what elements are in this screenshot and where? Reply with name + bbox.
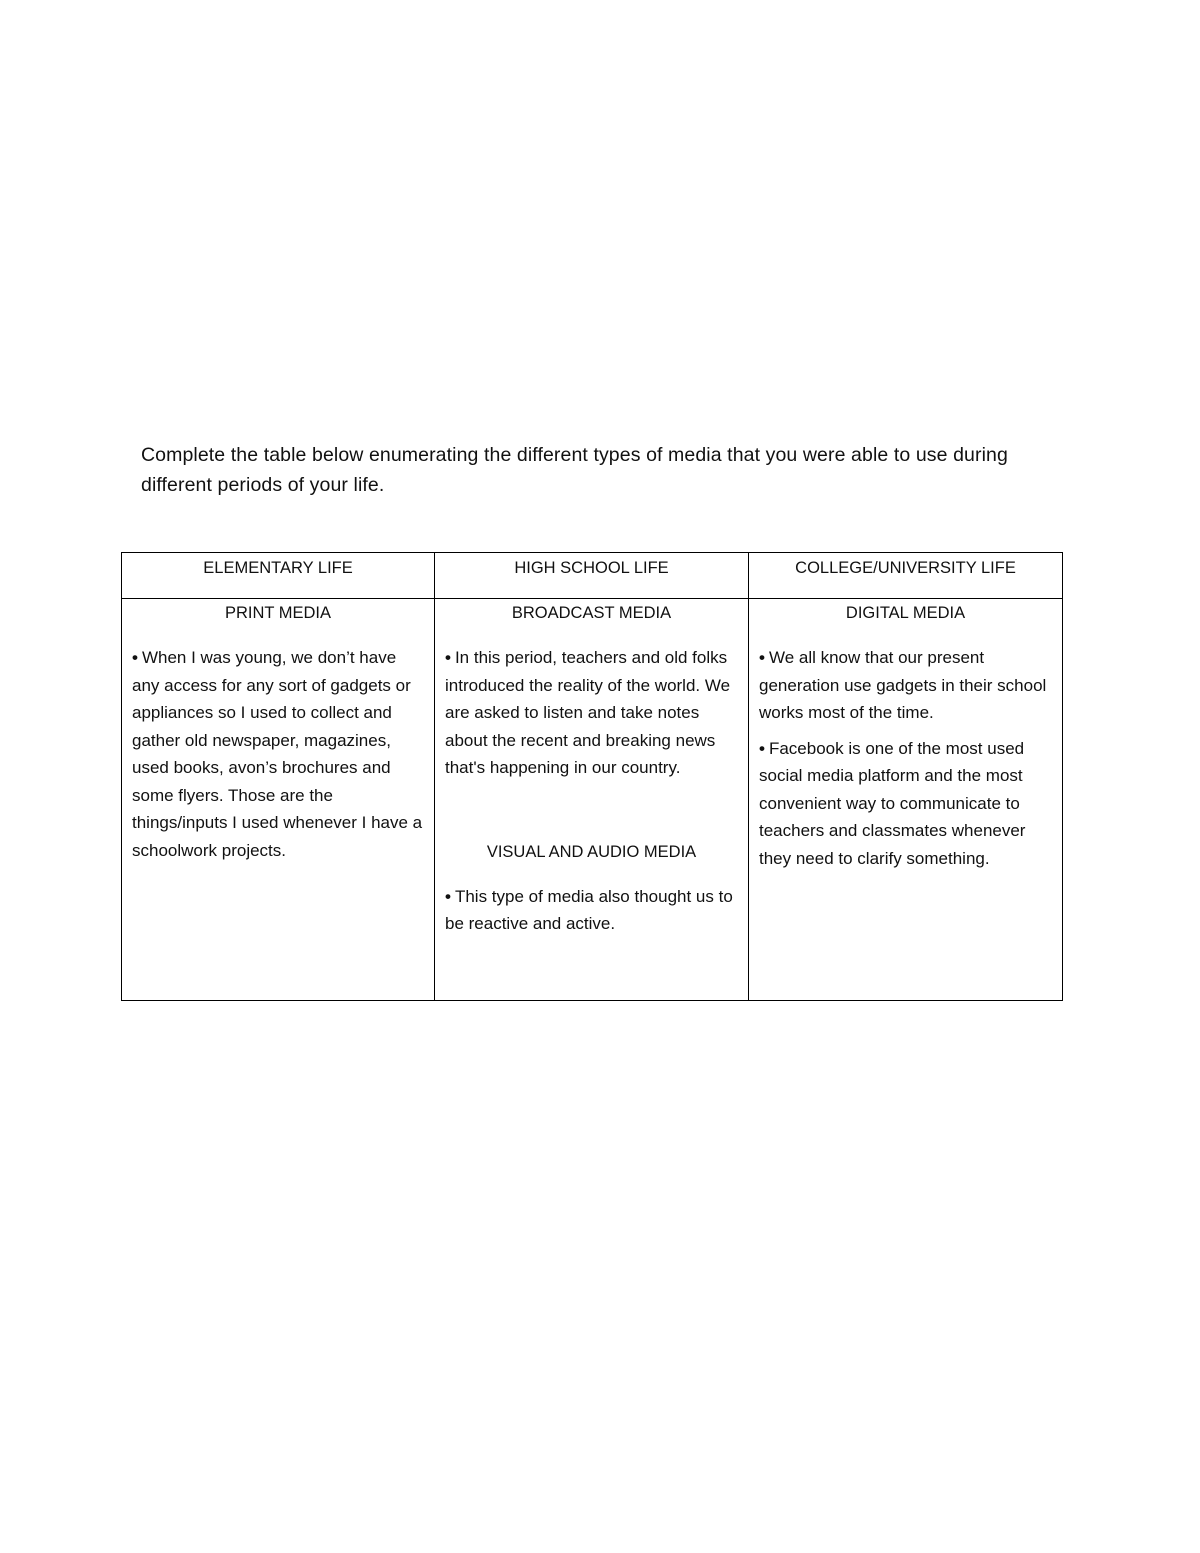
entry-text: We all know that our present generation use gadgets in their school works most of the time.	[759, 648, 1047, 722]
cell-elementary	[122, 599, 435, 1001]
list-item	[445, 644, 738, 782]
category-title: DIGITAL MEDIA	[845, 604, 966, 622]
entry-text: This type of media also thought us to be reactive and active.	[445, 886, 733, 933]
bullet-icon: •	[132, 648, 138, 667]
bullet-icon: •	[445, 886, 451, 906]
table-header-row	[122, 553, 1063, 599]
bullet-icon: •	[759, 648, 765, 667]
header-college: COLLEGE/UNIVERSITY LIFE	[749, 553, 1063, 599]
table-row	[122, 599, 1063, 1001]
cell-college	[749, 599, 1063, 1001]
entry-text: Facebook is one of the most used social media platform and the most convenient way to communicate to teachers and classmates whenever they need to clarify something.	[759, 738, 1026, 868]
bullet-icon: •	[759, 738, 765, 758]
section-spacer	[445, 790, 738, 840]
category-title: PRINT MEDIA	[224, 604, 332, 622]
entry-text: When I was young, we don’t have any access for any sort of gadgets or appliances so I used to collect and gather old newspaper, magazines, used books, avon’s brochures and some flyers. Those are the things/inputs I used whenever I have a schoolwork projects.	[132, 648, 423, 860]
category-title: BROADCAST MEDIA	[511, 604, 672, 622]
header-elementary: ELEMENTARY LIFE	[122, 553, 435, 599]
bullet-icon: •	[445, 648, 451, 667]
media-table	[121, 552, 1063, 1001]
list-item	[445, 883, 738, 938]
instruction-text: Complete the table below enumerating the different types of media that you were able to use during different periods of your life.	[141, 444, 1008, 496]
list-item	[759, 735, 1052, 873]
entry-text: In this period, teachers and old folks introduced the reality of the world. We are asked to listen and take notes about the recent and breaking news that's happening in our country.	[445, 648, 731, 777]
list-item	[759, 644, 1052, 727]
cell-high-school	[435, 599, 749, 1001]
category-title: VISUAL AND AUDIO MEDIA	[486, 842, 697, 861]
list-item	[132, 644, 424, 864]
header-high-school: HIGH SCHOOL LIFE	[435, 553, 749, 599]
